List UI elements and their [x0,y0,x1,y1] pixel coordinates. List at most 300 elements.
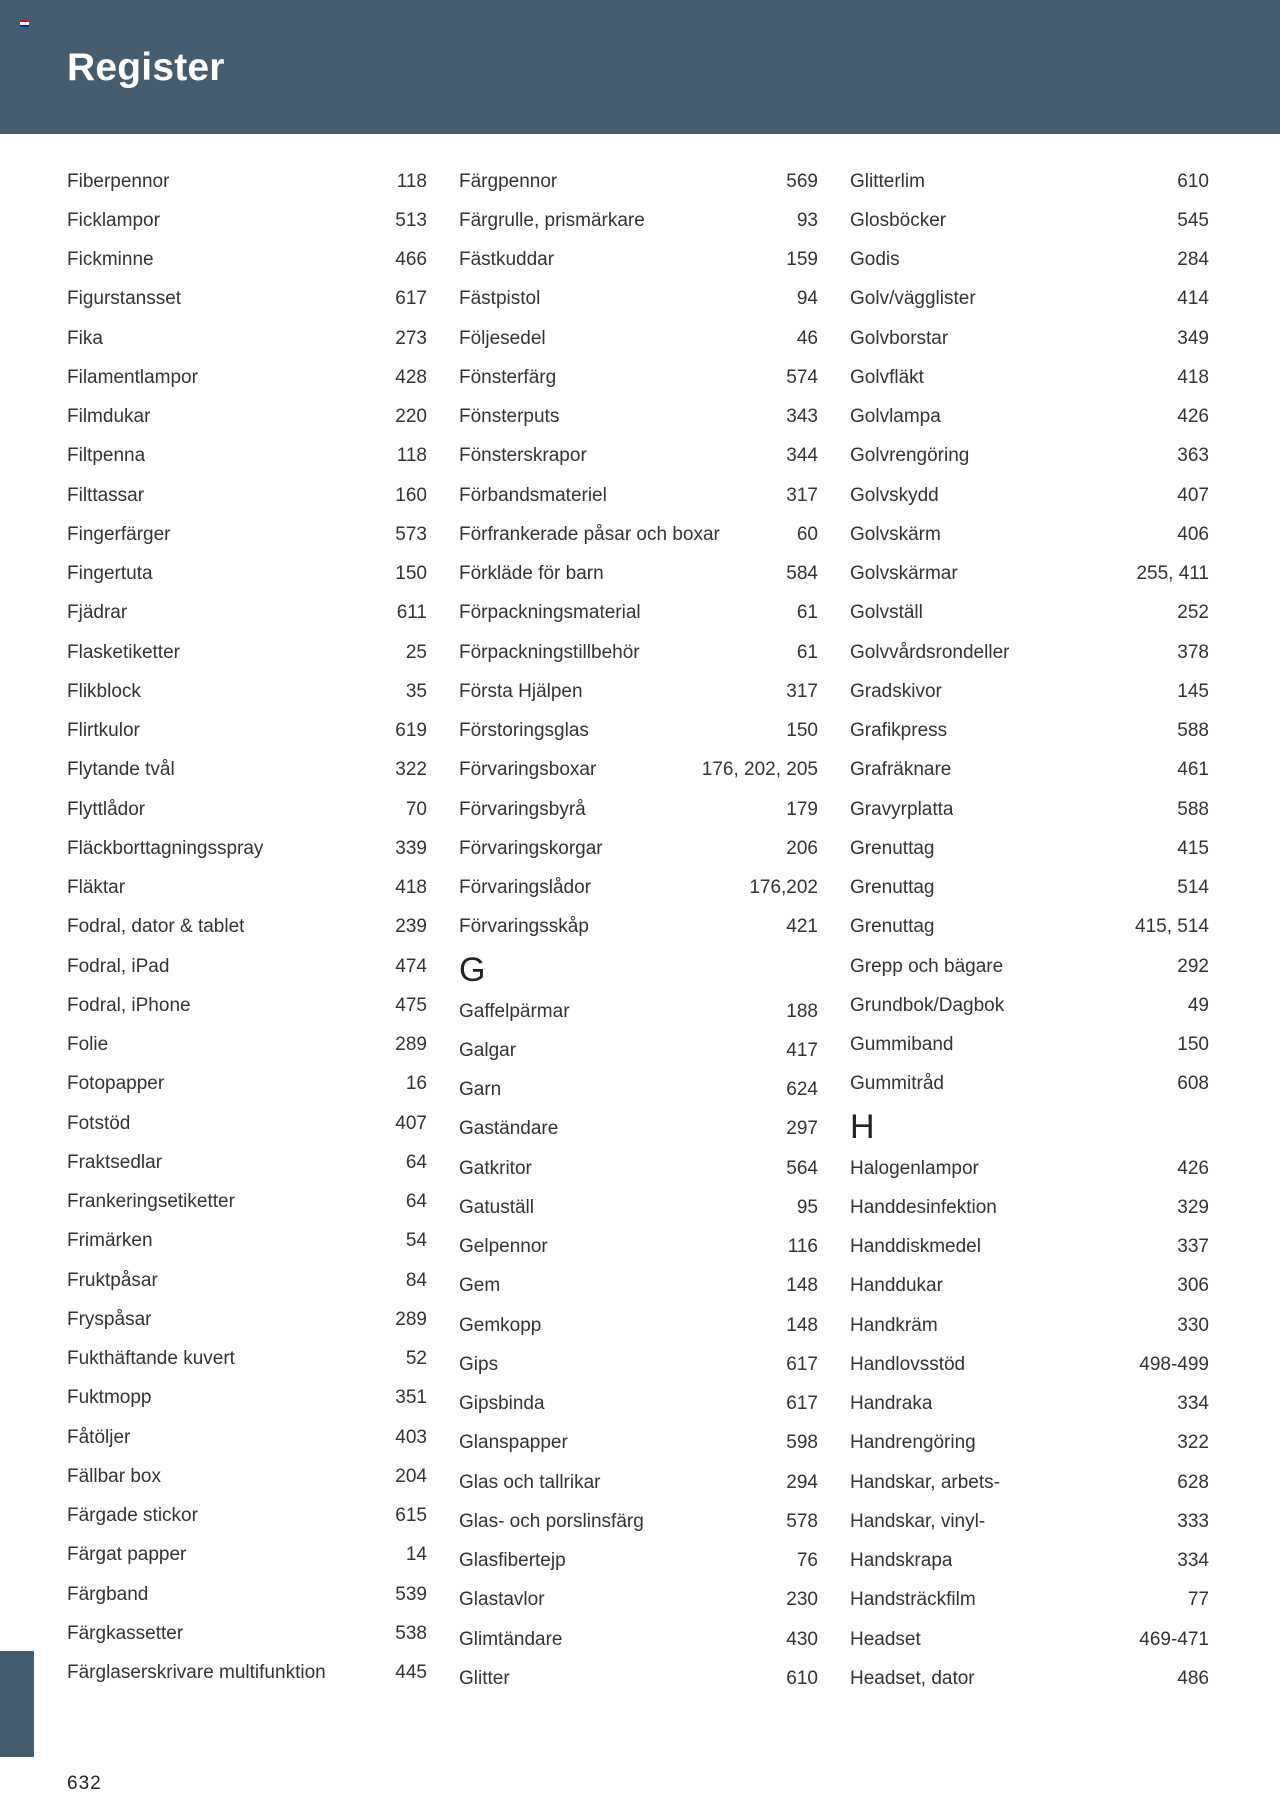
index-entry [459,1188,818,1227]
entry-label: Gips [459,1353,499,1375]
index-entry [850,908,1209,947]
index-entry [459,594,818,633]
entry-page: 49 [1187,994,1209,1016]
entry-label: Handkräm [850,1314,938,1336]
entry-page: 294 [786,1471,818,1493]
flag-icon [20,20,29,27]
entry-page: 378 [1177,641,1209,663]
entry-page: 414 [1177,288,1209,310]
entry-label: Gatuställ [459,1196,534,1218]
index-entry [67,1536,427,1575]
index-entry [67,829,427,868]
index-entry [67,751,427,790]
entry-page: 588 [1177,720,1209,742]
entry-page: 415 [1177,837,1209,859]
entry-page: 118 [396,445,427,467]
entry-label: Handskar, arbets- [850,1471,1000,1493]
index-entry [850,712,1209,751]
entry-page: 206 [786,837,818,859]
entry-page: 230 [786,1589,818,1611]
entry-label: Flytande tvål [67,759,175,781]
entry-label: Fönsterskrapor [459,445,587,467]
index-entry [459,1345,818,1384]
index-entry [459,1306,818,1345]
index-entry [67,1575,427,1614]
entry-label: Golvställ [850,602,923,624]
index-entry [67,869,427,908]
page-title: Register [67,46,225,89]
entry-label: Förvaringsbyrå [459,798,586,820]
entry-page: 255, 411 [1136,563,1209,585]
entry-page: 588 [1177,798,1209,820]
entry-page: 64 [405,1191,427,1213]
index-entry [850,280,1209,319]
index-entry [459,476,818,515]
entry-label: Ficklampor [67,209,160,231]
index-entry [850,594,1209,633]
entry-label: Garn [459,1079,502,1101]
entry-label: Fodral, dator & tablet [67,916,245,938]
entry-label: Golvlampa [850,406,941,428]
entry-page: 116 [787,1236,818,1258]
entry-page: 486 [1177,1667,1209,1689]
index-entry [850,633,1209,672]
entry-page: 498-499 [1139,1353,1209,1375]
entry-page: 64 [405,1151,427,1173]
entry-label: Glitterlim [850,170,925,192]
index-entry [459,1424,818,1463]
entry-page: 176,202 [749,877,818,899]
entry-label: Flikblock [67,680,141,702]
entry-page: 349 [1177,327,1209,349]
entry-page: 35 [405,680,427,702]
entry-page: 150 [395,563,427,585]
index-entry [67,1143,427,1182]
entry-label: Golvskydd [850,484,939,506]
entry-page: 52 [405,1348,427,1370]
entry-label: Fiberpennor [67,170,170,192]
entry-label: Gipsbinda [459,1393,545,1415]
entry-label: Fika [67,327,103,349]
entry-label: Halogenlampor [850,1157,979,1179]
entry-page: 317 [786,484,818,506]
entry-label: Grafikpress [850,720,948,742]
entry-label: Gummiband [850,1034,954,1056]
index-entry [67,1497,427,1536]
index-entry [67,241,427,280]
entry-page: 407 [395,1112,427,1134]
entry-page: 578 [786,1510,818,1532]
index-entry [850,1188,1209,1227]
entry-page: 322 [395,759,427,781]
entry-page: 292 [1177,955,1209,977]
index-entry [459,201,818,240]
entry-label: Flirtkulor [67,720,140,742]
entry-label: Förpackningsmaterial [459,602,641,624]
entry-label: Gatkritor [459,1157,532,1179]
index-entry [67,358,427,397]
index-entry [850,241,1209,280]
index-entry [459,790,818,829]
index-entry [850,947,1209,986]
entry-label: Färgkassetter [67,1622,184,1644]
entry-label: Förvaringsboxar [459,759,597,781]
entry-label: Fingertuta [67,563,153,585]
index-entry [67,1614,427,1653]
side-tab-marker [0,1651,34,1757]
entry-page: 220 [395,406,427,428]
index-entry [459,672,818,711]
entry-page: 564 [786,1157,818,1179]
entry-page: 61 [796,641,818,663]
index-entry [459,1463,818,1502]
entry-label: Golvrengöring [850,445,970,467]
entry-page: 584 [786,563,818,585]
entry-page: 574 [786,366,818,388]
entry-page: 617 [395,288,427,310]
entry-label: Handsträckfilm [850,1589,976,1611]
index-entry [850,672,1209,711]
index-entry [459,1267,818,1306]
entry-label: Golvvårdsrondeller [850,641,1010,663]
index-entry [459,1149,818,1188]
index-entry [850,358,1209,397]
index-entry [459,515,818,554]
entry-page: 611 [396,602,427,624]
entry-label: Grepp och bägare [850,955,1004,977]
entry-label: Färgat papper [67,1544,187,1566]
entry-label: Grenuttag [850,916,935,938]
entry-page: 329 [1177,1196,1209,1218]
index-entry [459,908,818,947]
entry-page: 150 [1177,1034,1209,1056]
index-entry [67,672,427,711]
entry-page: 93 [796,209,818,231]
entry-label: Fjädrar [67,602,128,624]
entry-page: 284 [1177,249,1209,271]
index-entry [67,319,427,358]
entry-label: Fästkuddar [459,249,555,271]
entry-label: Fingerfärger [67,523,171,545]
entry-page: 344 [786,445,818,467]
entry-label: Fruktpåsar [67,1269,158,1291]
entry-label: Fryspåsar [67,1308,152,1330]
index-entry [67,555,427,594]
entry-label: Förfrankerade påsar och boxar [459,523,720,545]
entry-label: Gradskivor [850,680,942,702]
entry-page: 514 [1177,877,1209,899]
entry-label: Förbandsmateriel [459,484,607,506]
index-entry [850,1306,1209,1345]
entry-label: Handlovsstöd [850,1353,966,1375]
entry-page: 306 [1177,1275,1209,1297]
index-entry [850,319,1209,358]
entry-label: Förvaringskorgar [459,837,603,859]
entry-label: Gemkopp [459,1314,542,1336]
entry-label: Filmdukar [67,406,151,428]
entry-page: 426 [1177,406,1209,428]
entry-label: Flyttlådor [67,798,146,820]
entry-label: Förstoringsglas [459,720,589,742]
entry-label: Fästpistol [459,288,541,310]
entry-page: 77 [1187,1589,1209,1611]
index-entry [459,1502,818,1541]
index-entry [850,201,1209,240]
entry-label: Filtpenna [67,445,146,467]
index-entry [850,869,1209,908]
index-entry [67,201,427,240]
index-entry [67,1418,427,1457]
entry-page: 343 [786,406,818,428]
entry-page: 118 [396,170,427,192]
index-column-1 [67,162,427,1693]
entry-page: 14 [405,1544,427,1566]
entry-page: 445 [395,1662,427,1684]
flag-stripe-bottom [20,25,29,27]
entry-label: Glasfibertejp [459,1550,566,1572]
entry-page: 148 [786,1314,818,1336]
index-entry [850,1542,1209,1581]
entry-label: Handskrapa [850,1550,953,1572]
index-entry [459,751,818,790]
entry-page: 415, 514 [1135,916,1209,938]
index-entry [850,162,1209,201]
entry-page: 204 [395,1465,427,1487]
index-entry [459,555,818,594]
entry-label: Filttassar [67,484,145,506]
entry-page: 239 [395,916,427,938]
index-entry [67,162,427,201]
entry-page: 617 [786,1353,818,1375]
entry-label: Färgpennor [459,170,558,192]
entry-label: Fraktsedlar [67,1151,163,1173]
index-entry [67,280,427,319]
index-entry [459,358,818,397]
entry-label: Flasketiketter [67,641,180,663]
entry-page: 159 [786,249,818,271]
index-entry [850,515,1209,554]
entry-label: Grundbok/Dagbok [850,994,1005,1016]
section-letter-heading: H [850,1108,875,1146]
index-entry [459,1031,818,1070]
entry-label: Glosböcker [850,209,947,231]
index-entry [67,908,427,947]
index-entry [850,1065,1209,1104]
entry-page: 598 [786,1432,818,1454]
index-entry [67,712,427,751]
entry-page: 334 [1177,1393,1209,1415]
entry-label: Fönsterputs [459,406,560,428]
entry-page: 330 [1177,1314,1209,1336]
entry-label: Färgband [67,1583,149,1605]
entry-page: 406 [1177,523,1209,545]
entry-page: 95 [796,1196,818,1218]
entry-label: Förvaringsskåp [459,916,589,938]
entry-page: 610 [1177,170,1209,192]
entry-page: 624 [786,1079,818,1101]
entry-page: 289 [395,1034,427,1056]
entry-page: 469-471 [1139,1628,1209,1650]
entry-page: 70 [405,798,427,820]
index-entry [67,1183,427,1222]
index-entry [850,1424,1209,1463]
entry-page: 573 [395,523,427,545]
index-entry [459,1228,818,1267]
entry-label: Gelpennor [459,1236,548,1258]
index-entry [67,1026,427,1065]
index-entry [67,1104,427,1143]
entry-page: 46 [796,327,818,349]
entry-page: 608 [1177,1073,1209,1095]
entry-label: Fåtöljer [67,1426,131,1448]
entry-label: Galgar [459,1039,517,1061]
entry-label: Handdukar [850,1275,943,1297]
entry-label: Frankeringsetiketter [67,1191,235,1213]
index-entry [459,1385,818,1424]
entry-label: Gummitråd [850,1073,944,1095]
entry-label: Fönsterfärg [459,366,557,388]
entry-page: 545 [1177,209,1209,231]
entry-page: 61 [796,602,818,624]
index-entry [67,398,427,437]
index-entry [459,1542,818,1581]
index-entry [67,986,427,1025]
index-entry [459,1071,818,1110]
entry-page: 426 [1177,1157,1209,1179]
entry-page: 430 [786,1628,818,1650]
entry-label: Följesedel [459,327,546,349]
entry-label: Gaständare [459,1118,559,1140]
entry-label: Handskar, vinyl- [850,1510,986,1532]
index-entry [850,1620,1209,1659]
entry-page: 513 [395,209,427,231]
entry-page: 252 [1177,602,1209,624]
index-entry [67,1065,427,1104]
entry-label: Gem [459,1275,501,1297]
entry-label: Förvaringslådor [459,877,591,899]
entry-page: 150 [786,720,818,742]
index-entry [459,280,818,319]
index-entry [67,515,427,554]
index-entry [850,1385,1209,1424]
index-entry [67,1654,427,1693]
index-entry [850,437,1209,476]
entry-page: 60 [796,523,818,545]
entry-label: Godis [850,249,900,271]
index-entry [67,1222,427,1261]
entry-page: 322 [1177,1432,1209,1454]
entry-label: Glas- och porslinsfärg [459,1510,644,1532]
index-entry [850,986,1209,1025]
entry-page: 617 [786,1393,818,1415]
index-entry [67,633,427,672]
index-entry [850,476,1209,515]
entry-page: 474 [395,955,427,977]
entry-label: Färglaserskrivare multifunktion [67,1662,326,1684]
page-header [0,0,1280,134]
entry-label: Fällbar box [67,1465,161,1487]
entry-page: 610 [786,1667,818,1689]
entry-page: 179 [786,798,818,820]
entry-page: 334 [1177,1550,1209,1572]
index-entry [850,1502,1209,1541]
entry-page: 333 [1177,1510,1209,1532]
entry-label: Golvskärm [850,523,941,545]
entry-label: Färgade stickor [67,1505,198,1527]
index-entry [850,1026,1209,1065]
index-entry [459,398,818,437]
index-entry [459,1659,818,1698]
entry-page: 297 [786,1118,818,1140]
entry-label: Fuktmopp [67,1387,152,1409]
index-column-3 [850,162,1209,1699]
entry-label: Glanspapper [459,1432,568,1454]
entry-page: 461 [1177,759,1209,781]
index-entry [67,437,427,476]
entry-page: 339 [395,837,427,859]
index-entry [67,1340,427,1379]
index-entry [459,712,818,751]
entry-label: Frimärken [67,1230,153,1252]
entry-label: Grafräknare [850,759,952,781]
entry-label: Golv/vägglister [850,288,976,310]
entry-page: 273 [395,327,427,349]
index-entry [850,398,1209,437]
entry-label: Fickminne [67,249,154,271]
entry-page: 475 [395,994,427,1016]
entry-label: Fodral, iPad [67,955,170,977]
entry-page: 539 [395,1583,427,1605]
entry-label: Folie [67,1034,109,1056]
entry-page: 403 [395,1426,427,1448]
entry-label: Glitter [459,1667,510,1689]
entry-page: 145 [1177,680,1209,702]
entry-label: Fukthäftande kuvert [67,1348,235,1370]
entry-page: 54 [405,1230,427,1252]
index-entry [850,1149,1209,1188]
index-entry [850,1228,1209,1267]
entry-label: Fläktar [67,877,126,899]
entry-label: Golvborstar [850,327,949,349]
index-entry [459,829,818,868]
entry-label: Headset, dator [850,1667,975,1689]
entry-page: 160 [395,484,427,506]
index-entry [850,1463,1209,1502]
entry-label: Första Hjälpen [459,680,583,702]
entry-label: Fläckborttagningsspray [67,837,264,859]
entry-label: Figurstansset [67,288,182,310]
index-entry [459,241,818,280]
index-entry [67,947,427,986]
index-entry [850,1659,1209,1698]
index-entry [67,1300,427,1339]
entry-label: Färgrulle, prismärkare [459,209,645,231]
index-entry [850,790,1209,829]
entry-page: 84 [405,1269,427,1291]
entry-page: 76 [796,1550,818,1572]
entry-label: Förpackningstillbehör [459,641,640,663]
index-entry [67,1457,427,1496]
entry-page: 628 [1177,1471,1209,1493]
entry-page: 615 [395,1505,427,1527]
entry-page: 25 [405,641,427,663]
index-entry [850,829,1209,868]
entry-label: Förkläde för barn [459,563,604,585]
entry-label: Fotstöd [67,1112,131,1134]
entry-label: Handraka [850,1393,933,1415]
entry-label: Fotopapper [67,1073,165,1095]
entry-page: 428 [395,366,427,388]
